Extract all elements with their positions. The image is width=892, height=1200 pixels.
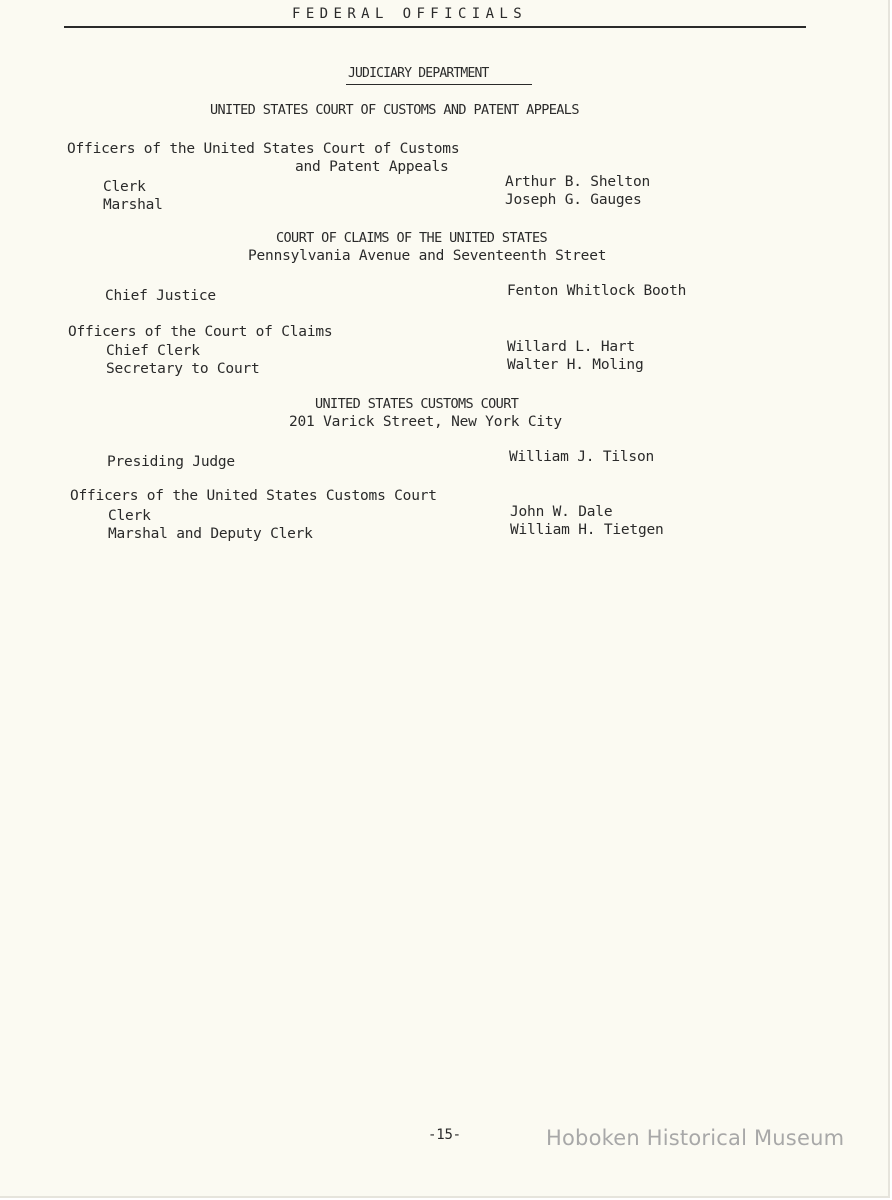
officer-role: Clerk [103,179,146,195]
section-title-customs-patent-appeals: UNITED STATES COURT OF CUSTOMS AND PATENT APPEALS [210,102,579,118]
officer-role: Marshal and Deputy Clerk [108,526,313,542]
department-heading: JUDICIARY DEPARTMENT [348,66,489,81]
officer-name: William H. Tietgen [510,522,664,538]
museum-watermark: Hoboken Historical Museum [546,1126,845,1150]
section-address: Pennsylvania Avenue and Seventeenth Street [248,248,607,264]
officer-name: Willard L. Hart [507,339,635,355]
lead-name: William J. Tilson [509,449,655,465]
officer-name: Joseph G. Gauges [505,192,642,208]
lead-name: Fenton Whitlock Booth [507,283,687,299]
officer-role: Secretary to Court [106,361,260,377]
officer-name: Walter H. Moling [507,357,644,373]
officer-role: Chief Clerk [106,343,200,359]
officers-heading: Officers of the United States Court of Customs [67,141,460,157]
officers-heading: Officers of the Court of Claims [68,324,333,340]
section-title-court-of-claims: COURT OF CLAIMS OF THE UNITED STATES [276,230,547,246]
section-title-customs-court: UNITED STATES CUSTOMS COURT [315,396,519,412]
lead-role: Presiding Judge [107,454,235,470]
officer-role: Clerk [108,508,151,524]
officers-heading: Officers of the United States Customs Court [70,488,437,504]
page-number: -15- [428,1127,461,1143]
officer-name: Arthur B. Shelton [505,174,651,190]
header-rule [64,26,806,28]
officer-name: John W. Dale [510,504,613,520]
department-underline [346,84,532,85]
officer-role: Marshal [103,197,163,213]
section-address: 201 Varick Street, New York City [289,414,562,430]
page-header-title: FEDERAL OFFICIALS [292,6,528,22]
officers-heading-continued: and Patent Appeals [295,159,449,175]
lead-role: Chief Justice [105,288,216,304]
